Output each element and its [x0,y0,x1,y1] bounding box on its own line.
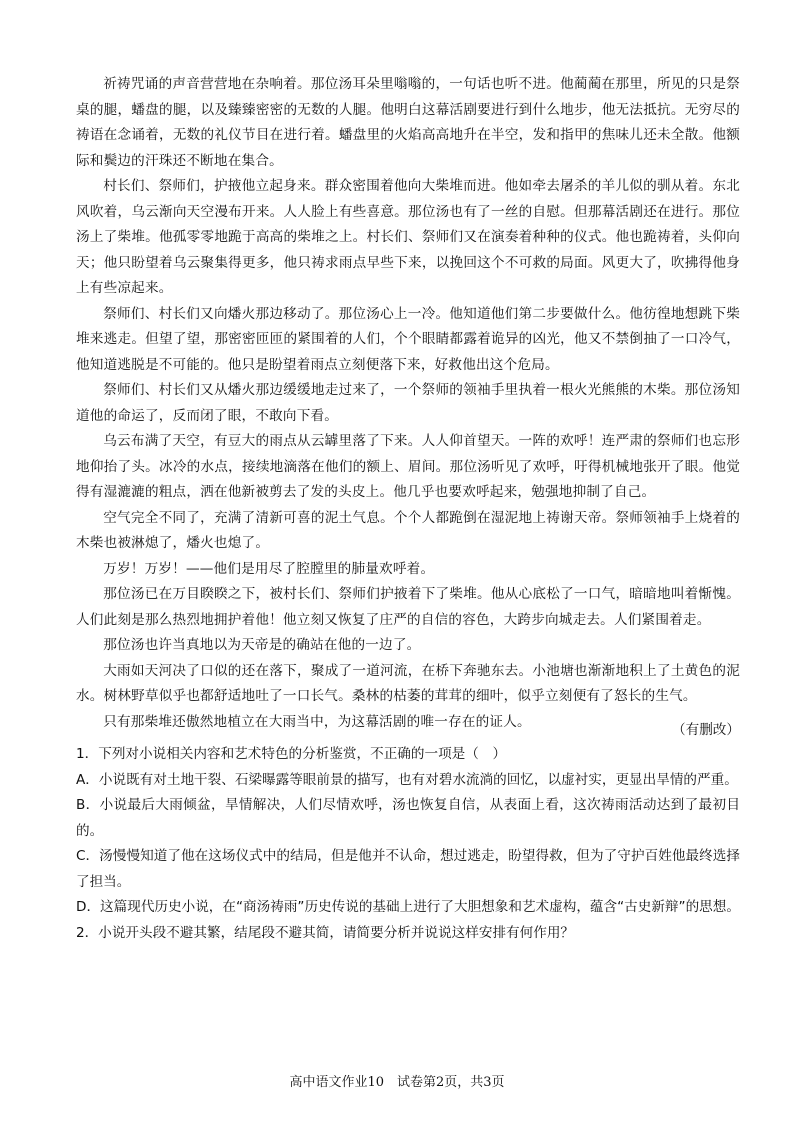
story-paragraph: 大雨如天河决了口似的还在落下，聚成了一道河流，在桥下奔驰东去。小池塘也渐渐地积上了土黄色的泥水。树林野草似乎也都舒适地吐了一口长气。桑林的枯萎的茸茸的细叶，似乎立刻便有了怒长的生气。 [76,662,740,704]
question-1-option-b: B．小说最后大雨倾盆，旱情解决，人们尽情欢呼，汤也恢复自信，从表面上看，这次祷雨活动达到了最初目的。 [76,797,740,839]
question-2-stem: 2．小说开头段不避其繁，结尾段不避其简，请简要分析并说说这样安排有何作用？ [76,924,575,941]
story-paragraph: 那位汤也许当真地以为天帝是的确站在他的一边了。 [103,637,421,653]
story-passage [76,72,740,735]
story-paragraph: 万岁！万岁！——他们是用尽了腔膛里的肺量欢呼着。 [103,560,435,577]
question-1-option-d: D．这篇现代历史小说，在“商汤祷雨”历史传说的基础上进行了大胆想象和艺术虚构，蕴含“古史新辩”的思想。 [76,899,740,915]
page-footer: 高中语文作业10 试卷第2页，共3页 [289,1075,505,1090]
story-paragraph: 祭师们、村长们又从燔火那边缓缓地走过来了，一个祭师的领袖手里执着一根火光熊熊的木柴。那位汤知道他的命运了，反而闭了眼，不敢向下看。 [76,382,740,424]
questions-section [76,742,740,946]
story-paragraph: 祭师们、村长们又向燔火那边移动了。那位汤心上一冷。他知道他们第二步要做什么。他彷徨地想跳下柴堆来逃走。但望了望，那密密匝匝的紧围着的人们，个个眼睛都露着诡异的凶光，他又不禁倒抽了一口冷气，他知道逃脱是不可能的。他只是盼望着雨点立刻便落下来，好救他出这个危局。 [76,305,740,373]
source-note: （有删改） [672,722,740,738]
story-paragraph: 村长们、祭师们，护掖他立起身来。群众密围着他向大柴堆而进。他如牵去屠杀的羊儿似的驯从着。东北风吹着，乌云渐向天空漫布开来。人人脸上有些喜意。那位汤也有了一丝的自慰。但那幕活剧还在进行。那位汤上了柴堆。他孤零零地跪于高高的柴堆之上。村长们、祭师们又在演奏着种种的仪式。他也跪祷着，头仰向天；他只盼望着乌云聚集得更多，他只祷求雨点早些下来，以挽回这个不可救的局面。风更大了，吹拂得他身上有些凉起来。 [76,178,740,296]
question-1-stem: 1．下列对小说相关内容和艺术特色的分析鉴赏，不正确的一项是（ ） [76,746,507,762]
story-paragraph: 空气完全不同了，充满了清新可喜的泥土气息。个个人都跪倒在湿泥地上祷谢天帝。祭师领袖手上烧着的木柴也被淋熄了，燔火也熄了。 [76,509,740,551]
story-paragraph: 只有那柴堆还傲然地植立在大雨当中，为这幕活剧的唯一存在的证人。 [103,713,531,730]
story-paragraph: 那位汤已在万目睽睽之下，被村长们、祭师们护掖着下了柴堆。他从心底松了一口气，暗暗地叫着惭愧。人们此刻是那么热烈地拥护着他！他立刻又恢复了庄严的自信的容色，大跨步向城走去。人们紧围着走。 [76,586,740,628]
story-paragraph: 祈祷咒诵的声音营营地在杂响着。那位汤耳朵里嗡嗡的，一句话也听不进。他蔺蔺在那里，所见的只是祭桌的腿，蟠盘的腿，以及臻臻密密的无数的人腿。他明白这幕活剧要进行到什么地步，他无法抵抗。无穷尽的祷语在念诵着，无数的礼仪节目在进行着。蟠盘里的火焰高高地升在半空，发和指甲的焦味儿还未全散。他额际和鬓边的汗珠还不断地在集合。 [76,76,740,169]
question-1-option-c: C．汤慢慢知道了他在这场仪式中的结局，但是他并不认命，想过逃走，盼望得救，但为了守护百姓他最终选择了担当。 [76,848,740,890]
story-paragraph: 乌云布满了天空，有豆大的雨点从云罅里落了下来。人人仰首望天。一阵的欢呼！连严肃的祭师们也忘形地仰抬了头。冰冷的水点，接续地滴落在他们的额上、眉间。那位汤听见了欢呼，吁得机械地张开了眼。他觉得有湿漉漉的粗点，洒在他新被剪去了发的头皮上。他几乎也要欢呼起来，勉强地抑制了自己。 [76,433,740,500]
question-1-option-a: A．小说既有对土地干裂、石梁曝露等眼前景的描写，也有对碧水流淌的回忆，以虚衬实，更显出旱情的严重。 [76,771,738,788]
